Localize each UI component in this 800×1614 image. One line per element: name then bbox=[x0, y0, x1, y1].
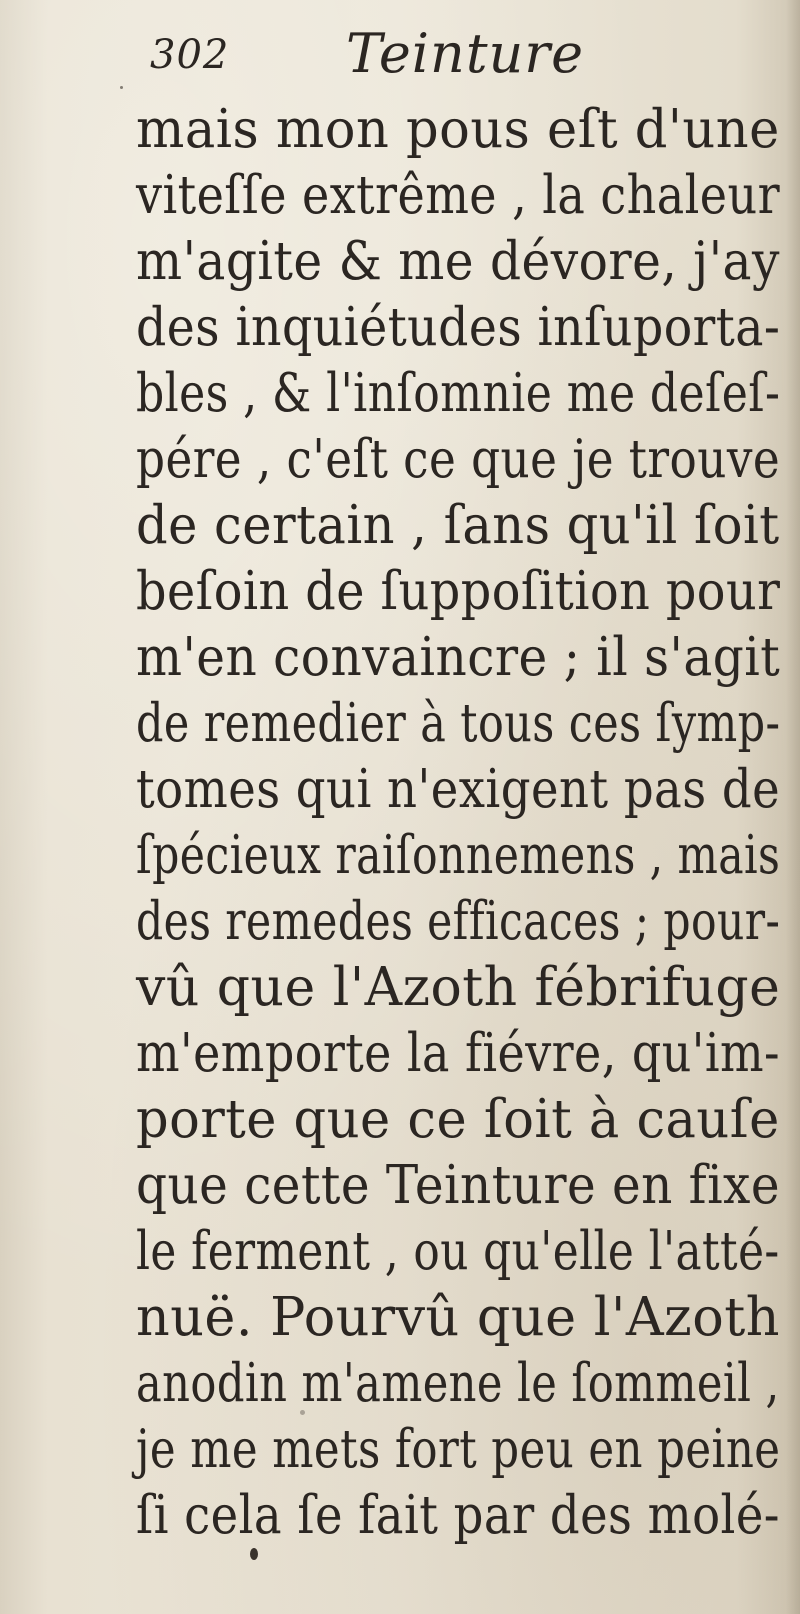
text-line: des inquiétudes inſuporta- bbox=[136, 297, 781, 358]
text-line: anodin m'amene le ſommeil , bbox=[136, 1353, 780, 1414]
page-number: 302 bbox=[150, 32, 230, 78]
ink-speck bbox=[300, 1410, 305, 1415]
text-line: pére , c'eſt ce que je trouve bbox=[136, 429, 781, 490]
text-line: tomes qui n'exigent pas de bbox=[136, 759, 781, 820]
ink-speck bbox=[120, 86, 123, 89]
text-line: de certain , ſans qu'il ſoit bbox=[136, 495, 780, 556]
text-line: je me mets fort peu en peine bbox=[136, 1419, 781, 1480]
text-line: vû que l'Azoth fébrifuge bbox=[136, 957, 781, 1018]
text-line: m'agite & me dévore, j'ay bbox=[136, 231, 780, 292]
text-line: m'en convaincre ; il s'agit bbox=[136, 627, 781, 688]
text-line: m'emporte la fiévre, qu'im- bbox=[136, 1023, 781, 1084]
text-line: viteſſe extrême , la chaleur bbox=[136, 165, 781, 226]
text-line: mais mon pous eſt d'une bbox=[136, 99, 780, 160]
text-line: que cette Teinture en fixe bbox=[136, 1155, 780, 1216]
text-line: bles , & l'inſomnie me deſeſ- bbox=[136, 363, 781, 424]
text-line: des remedes efficaces ; pour- bbox=[136, 891, 781, 952]
text-line: porte que ce ſoit à cauſe bbox=[136, 1089, 780, 1150]
text-line: ſi cela ſe fait par des molé- bbox=[136, 1485, 780, 1546]
text-line: le ferment , ou qu'elle l'atté- bbox=[136, 1221, 780, 1282]
text-line: de remedier à tous ces ſymp- bbox=[136, 693, 781, 754]
text-line: nuë. Pourvû que l'Azoth bbox=[136, 1287, 780, 1348]
text-line: ſpécieux raiſonnemens , mais bbox=[136, 825, 781, 886]
text-line: beſoin de ſuppoſition pour bbox=[136, 561, 781, 622]
ink-speck bbox=[250, 1548, 258, 1560]
running-head: Teinture bbox=[346, 22, 585, 85]
body-text bbox=[0, 68, 800, 1568]
